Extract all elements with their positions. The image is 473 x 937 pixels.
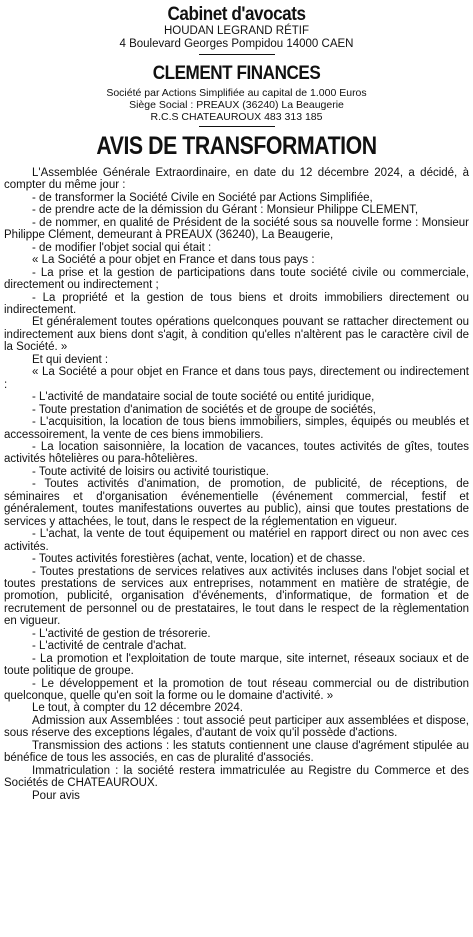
paragraph: - Toutes activités d'animation, de promotion, de publicité, de réceptions, de séminaires et d'organisation événementielle (événement commercial, festif et généralement, toutes manifestations ouvertes au public), ainsi que toutes prestations de services y attachées, le tout, dans le respect de la réglementation en vigueur.	[4, 478, 469, 528]
paragraph: - L'achat, la vente de tout équipement ou matériel en rapport direct ou non avec ces activités.	[4, 528, 469, 553]
company-seat: Siège Social : PREAUX (36240) La Beaugerie	[129, 99, 344, 111]
paragraph: - de modifier l'objet social qui était :	[32, 241, 212, 254]
paragraph: Et qui devient :	[32, 353, 109, 366]
paragraph: - L'acquisition, la location de tous biens immobiliers, simples, équipés ou meublés et accessoirement, la vente de ces biens immobiliers.	[4, 416, 469, 441]
divider	[199, 54, 275, 55]
paragraph: - Toute prestation d'animation de sociétés et de groupe de sociétés,	[32, 403, 377, 416]
company-name: CLEMENT FINANCES	[152, 63, 321, 84]
paragraph: - Toutes prestations de services relatives aux activités incluses dans l'objet social et toutes prestations de services aux entreprises, notamment en matière de stratégie, de promotion, publicité, organisation d'événements, d'informatique, de formation et de recrutement de personnel ou de prestataires, le tout dans le respect de la règlementation en vigueur.	[4, 565, 469, 628]
company-legal-form: Société par Actions Simplifiée au capital de 1.000 Euros	[106, 87, 367, 99]
paragraph: - de prendre acte de la démission du Gérant : Monsieur Philippe CLEMENT,	[32, 204, 419, 217]
firm-address: 4 Boulevard Georges Pompidou 14000 CAEN	[119, 38, 354, 50]
paragraph: - La location saisonnière, la location de vacances, toutes activités de gîtes, toutes activités hôtelières ou para-hôtelières.	[4, 440, 469, 466]
paragraph: Admission aux Assemblées : tout associé peut participer aux assemblées et dispose, sous réserve des exceptions légales, d'autant de voix qu'il possède d'actions.	[4, 714, 469, 740]
paragraph: Le tout, à compter du 12 décembre 2024.	[32, 702, 243, 715]
paragraph: - La propriété et la gestion de tous biens et droits immobiliers directement ou indirectement.	[4, 291, 469, 316]
paragraph: « La Société a pour objet en France et dans tous pays, directement ou indirectement :	[4, 366, 469, 391]
paragraph: Et généralement toutes opérations quelconques pouvant se rattacher directement ou indirectement aux biens dont s'agit, à condition qu'elles n'altèrent pas le caractère civil de la Société. »	[4, 316, 469, 354]
paragraph: - L'activité de gestion de trésorerie.	[32, 627, 211, 640]
paragraph: - La prise et la gestion de participations dans toute société civile ou commerciale, directement ou indirectement ;	[4, 266, 469, 292]
notice-title: AVIS DE TRANSFORMATION	[96, 132, 377, 160]
firm-name: Cabinet d'avocats	[167, 4, 306, 25]
notice-body	[4, 167, 469, 802]
paragraph: Immatriculation : la société restera immatriculée au Registre du Commerce et des Sociétés de CHATEAUROUX.	[4, 764, 469, 790]
paragraph: - La promotion et l'exploitation de toute marque, site internet, réseaux sociaux et de toute politique de groupe.	[4, 652, 469, 678]
company-rcs: R.C.S CHATEAUROUX 483 313 185	[150, 111, 323, 123]
paragraph: - Toutes activités forestières (achat, vente, location) et de chasse.	[32, 553, 366, 566]
paragraph: - Le développement et la promotion de tout réseau commercial ou de distribution quelconque, quelle qu'en soit la forme ou le domaine d'activité. »	[4, 677, 469, 703]
paragraph: « La Société a pour objet en France et dans tous pays :	[32, 254, 315, 267]
paragraph: - L'activité de mandataire social de toute société ou entité juridique,	[32, 391, 375, 404]
paragraph: - L'activité de centrale d'achat.	[32, 640, 187, 653]
divider	[199, 126, 275, 127]
paragraph: Transmission des actions : les statuts contiennent une clause d'agrément stipulée au bénéfice de tous les associés, en cas de pluralité d'associés.	[4, 739, 469, 765]
paragraph: L'Assemblée Générale Extraordinaire, en date du 12 décembre 2024, a décidé, à compter du même jour :	[4, 167, 469, 192]
paragraph: - Toute activité de loisirs ou activité touristique.	[32, 465, 269, 478]
paragraph: Pour avis	[32, 789, 80, 802]
paragraph: - de nommer, en qualité de Président de la société sous sa nouvelle forme : Monsieur Philippe Clément, demeurant à PREAUX (36240), La Beaugerie,	[4, 216, 469, 242]
paragraph: - de transformer la Société Civile en Société par Actions Simplifiée,	[32, 191, 373, 204]
firm-partners: HOUDAN LEGRAND RÉTIF	[163, 25, 310, 37]
